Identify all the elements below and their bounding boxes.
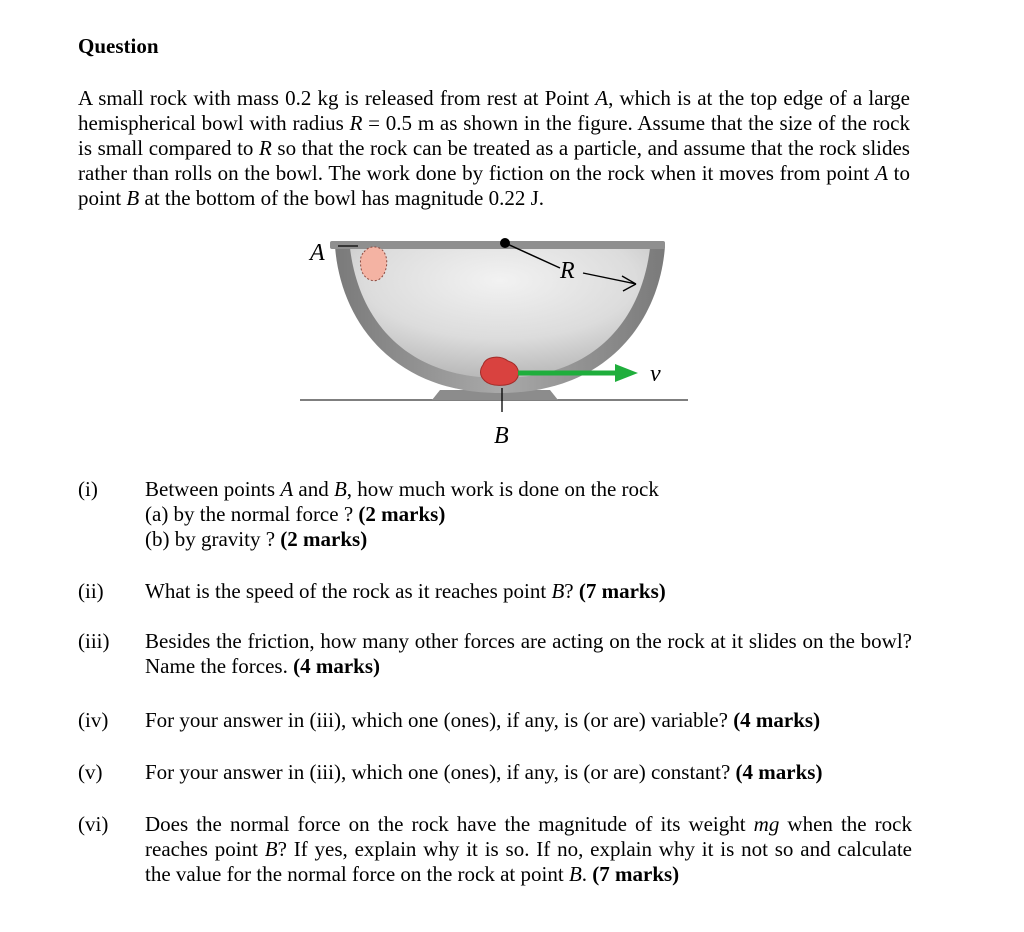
question-iii [78,629,912,681]
marks: (7 marks) [578,579,666,603]
question-number: (iv) [78,708,109,732]
marks: (4 marks) [735,760,823,784]
question-text: Besides the friction, how many other forces are acting on the rock at it slides on the bowl? Name the forces. (4 marks) [145,629,912,678]
question-heading: Question [78,34,159,58]
velocity-arrow-head [615,364,638,382]
marks: (7 marks) [592,862,680,886]
label-r: R [560,258,575,284]
question-text: What is the speed of the rock as it reaches point B? (7 marks) [145,579,666,603]
marks: (4 marks) [733,708,821,732]
marks: (4 marks) [293,654,381,678]
question-text: Does the normal force on the rock have the magnitude of its weight mg when the rock reaches point B? If yes, explain why it is so. If no, explain why it is not so and calculate the value for the normal force on the rock at point B. (7 marks) [145,812,912,886]
rock-start [360,247,386,281]
question-number: (i) [78,477,98,501]
problem-statement: A small rock with mass 0.2 kg is released from rest at Point A, which is at the top edge of a large hemispherical bowl with radius R = 0.5 m as shown in the figure. Assume that the size of the rock is small compared to R so that the rock can be treated as a particle, and assume that the rock slides rather than rolls on the bowl. The work done by fiction on the rock when it moves from point A to point B at the bottom of the bowl has magnitude 0.22 J. [78,86,910,210]
question-number: (ii) [78,579,104,603]
label-b: B [494,423,509,449]
bowl-figure [290,228,700,458]
sub-question-b: (b) by gravity ? (2 marks) [145,527,368,551]
question-vi [78,812,912,890]
question-text: For your answer in (iii), which one (ones), if any, is (or are) constant? (4 marks) [145,760,823,784]
sub-question-a: (a) by the normal force ? (2 marks) [145,502,446,526]
question-text: For your answer in (iii), which one (ones), if any, is (or are) variable? (4 marks) [145,708,821,732]
question-ii [78,579,912,605]
label-a: A [310,240,325,266]
label-v: v [650,361,661,387]
question-i [78,477,912,557]
question-number: (v) [78,760,103,784]
question-text: Between points A and B, how much work is done on the rock [145,477,659,501]
bowl-rim [330,241,665,249]
question-number: (iii) [78,629,110,653]
marks: (2 marks) [280,527,368,551]
question-number: (vi) [78,812,109,836]
marks: (2 marks) [358,502,446,526]
question-v [78,760,912,786]
question-iv [78,708,912,734]
